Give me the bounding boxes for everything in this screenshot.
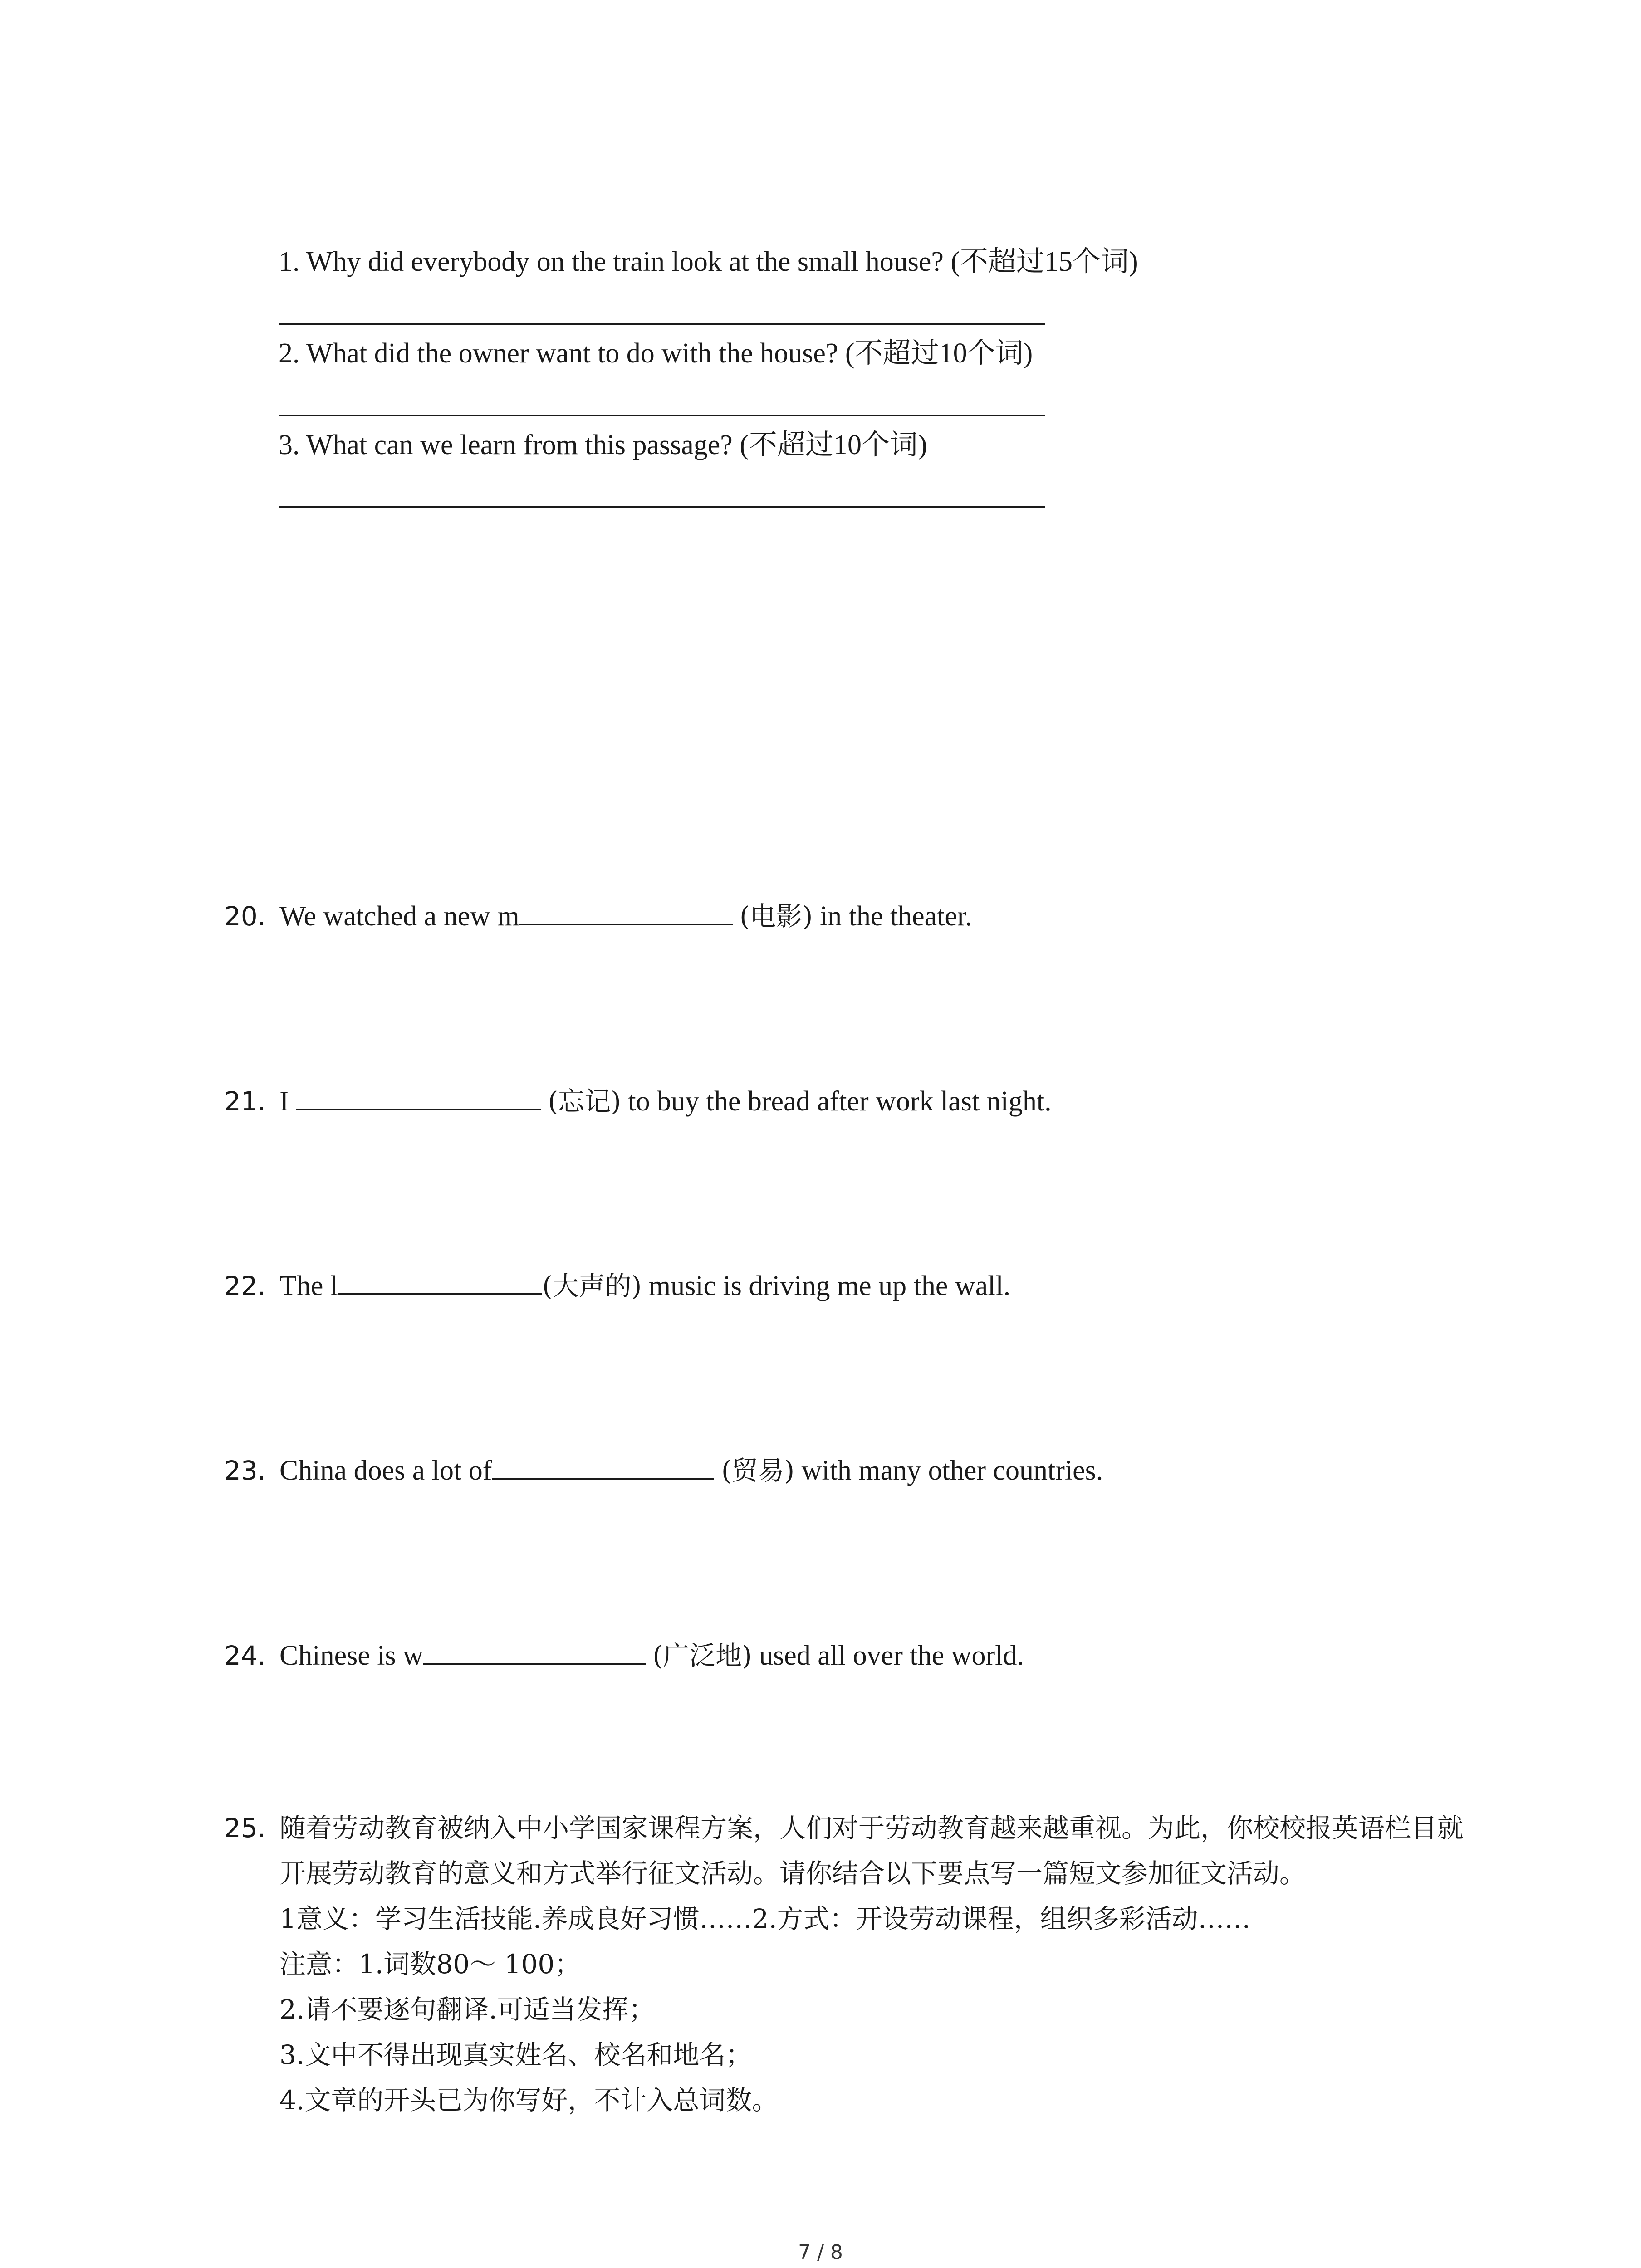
question-text-after: music is driving me up the wall. (642, 1271, 1011, 1301)
question-text-before: Chinese is w (279, 1640, 423, 1671)
essay-note-2: 2.请不要逐句翻译.可适当发挥； (279, 1994, 655, 2025)
question-number: 21. (224, 1086, 266, 1117)
answer-blank[interactable] (296, 1083, 541, 1110)
chinese-hint: (电影) (740, 901, 813, 932)
question-20 (224, 898, 972, 933)
question-number: 23. (224, 1455, 266, 1486)
question-text-after: to buy the bread after work last night. (621, 1086, 1052, 1117)
essay-prompt: 随着劳动教育被纳入中小学国家课程方案，人们对于劳动教育越来越重视。为此，你校校报英语栏目就开展劳动教育的意义和方式举行征文活动。请你结合以下要点写一篇短文参加征文活动。 (279, 1813, 1464, 1889)
question-text-before: I (279, 1086, 296, 1117)
question-25-essay (224, 1805, 1472, 2123)
question-text-after: with many other countries. (794, 1455, 1103, 1486)
page-number: 7 / 8 (798, 2241, 843, 2264)
answer-blank[interactable] (338, 1268, 542, 1295)
essay-note-3: 3.文中不得出现真实姓名、校名和地名； (279, 2039, 752, 2070)
question-22 (224, 1268, 1010, 1303)
answer-blank[interactable] (492, 1452, 714, 1480)
answer-blank[interactable] (519, 898, 733, 925)
reading-question-3: 3. What can we learn from this passage? (不超过10个词) (279, 430, 927, 460)
question-number: 22. (224, 1271, 266, 1301)
question-text-before: The l (279, 1271, 338, 1301)
answer-blank[interactable] (423, 1637, 646, 1665)
chinese-hint: (广泛地) (652, 1640, 752, 1671)
question-text-after: in the theater. (813, 901, 972, 932)
question-23 (224, 1452, 1103, 1487)
question-21 (224, 1083, 1052, 1118)
answer-line-2[interactable] (279, 415, 1045, 416)
reading-question-1: 1. Why did everybody on the train look at the small house? (不超过15个词) (279, 246, 1138, 277)
question-number: 24. (224, 1640, 266, 1671)
question-number: 25. (224, 1813, 266, 1843)
essay-note-1: 注意：1.词数80～ 100； (279, 1949, 581, 1980)
essay-note-4: 4.文章的开头已为你写好，不计入总词数。 (279, 2085, 779, 2116)
question-text-before: We watched a new m (279, 901, 519, 932)
question-24 (224, 1637, 1024, 1672)
question-text-after: used all over the world. (752, 1640, 1024, 1671)
question-number: 20. (224, 901, 266, 932)
answer-line-3[interactable] (279, 506, 1045, 508)
answer-line-1[interactable] (279, 323, 1045, 325)
essay-points: 1意义：学习生活技能.养成良好习惯……2.方式：开设劳动课程，组织多彩活动…… (279, 1903, 1251, 1934)
reading-question-2: 2. What did the owner want to do with the house? (不超过10个词) (279, 338, 1033, 369)
chinese-hint: (贸易) (721, 1455, 795, 1486)
question-text-before: China does a lot of (279, 1455, 492, 1486)
chinese-hint: (大声的) (542, 1271, 642, 1301)
chinese-hint: (忘记) (548, 1086, 621, 1117)
